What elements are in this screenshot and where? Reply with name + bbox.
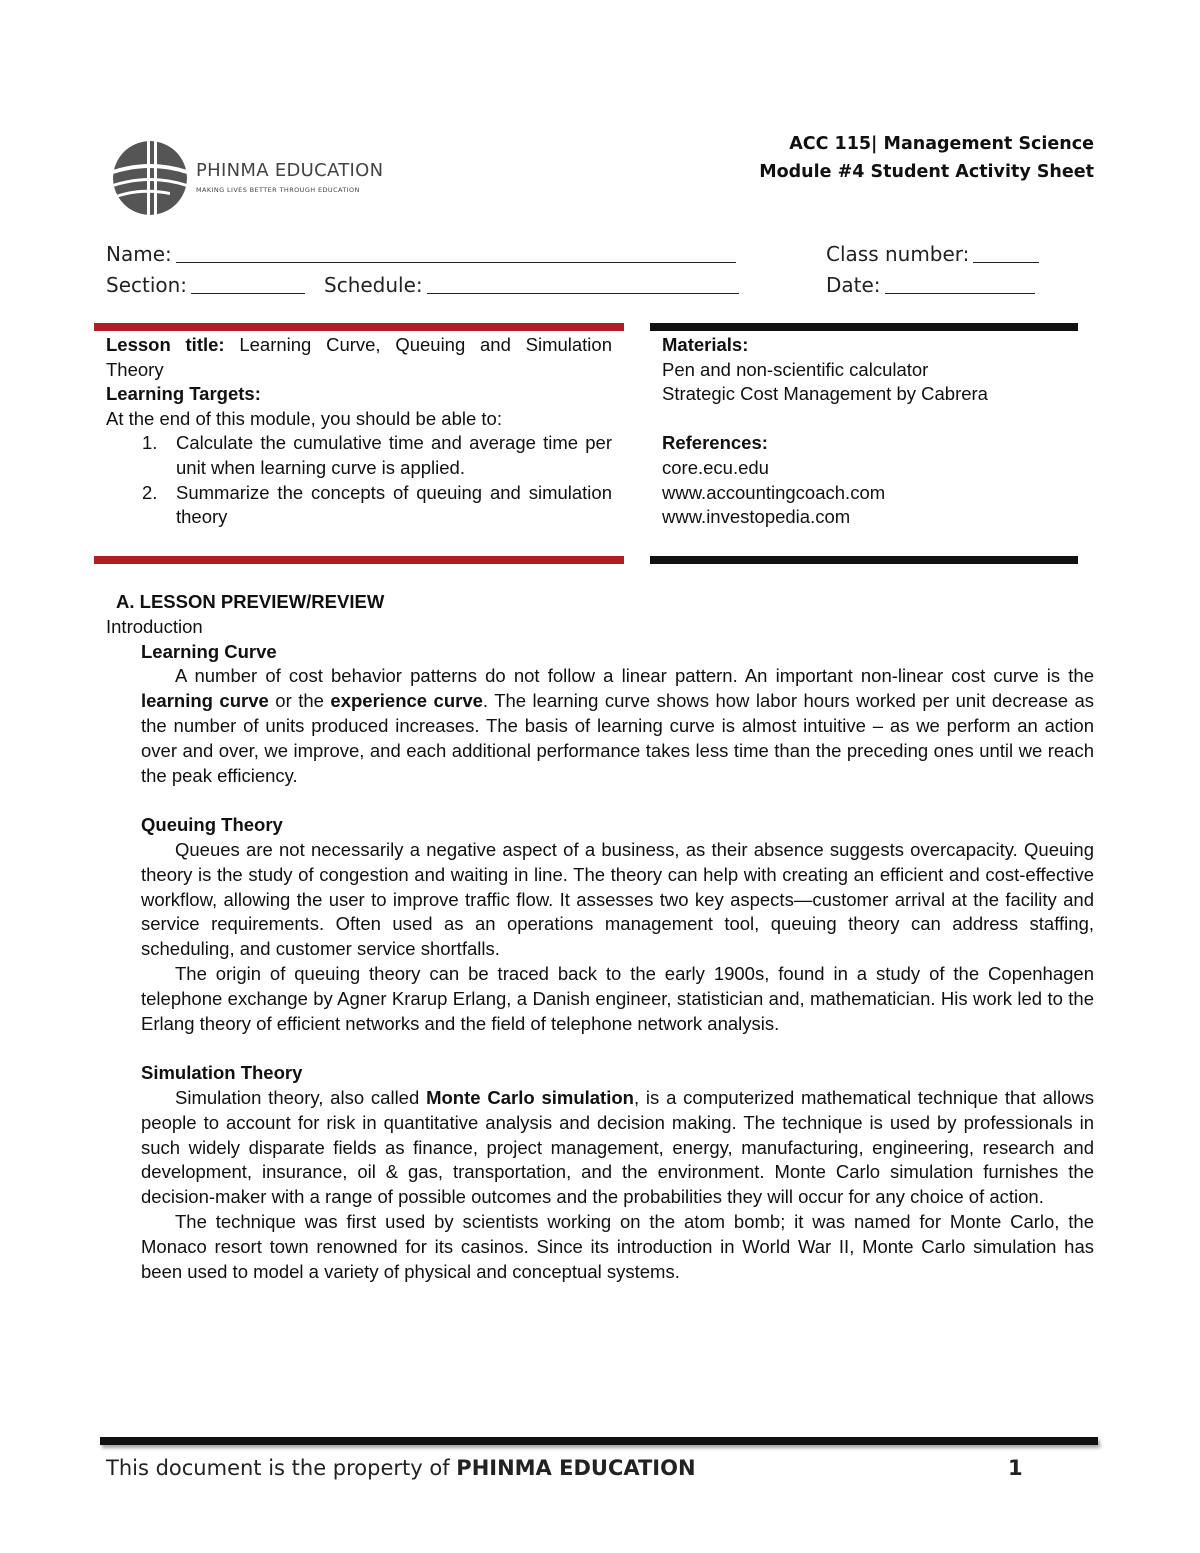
simulation-theory-heading: Simulation Theory	[141, 1062, 303, 1084]
materials-label: Materials:	[662, 334, 749, 355]
lesson-box	[106, 333, 612, 530]
bold-term: learning curve	[141, 690, 269, 712]
logo-tagline: MAKING LIVES BETTER THROUGH EDUCATION	[196, 186, 360, 194]
target-text: Calculate the cumulative time and average time per unit when learning curve is applied.	[176, 432, 612, 478]
page-number: 1	[1008, 1456, 1023, 1480]
queuing-paragraph-2: The origin of queuing theory can be traced back to the early 1900s, found in a study of the Copenhagen telephone exchange by Agner Krarup Erlang, a Danish engineer, statistician and, mathematician. His work led to the Erlang theory of efficient networks and the field of telephone network analysis.	[141, 962, 1094, 1034]
left-box-top-bar	[94, 323, 624, 331]
simulation-paragraph-1	[141, 1086, 1094, 1210]
target-num: 2.	[142, 481, 158, 503]
lesson-title: Learning Curve, Queuing and Simulation Theory	[106, 334, 612, 380]
date-field[interactable]	[826, 273, 1035, 297]
name-line[interactable]	[176, 242, 736, 263]
text-run: A number of cost behavior patterns do not follow a linear pattern. An important non-linear cost curve is the	[175, 665, 1094, 687]
target-item-1	[106, 431, 612, 480]
introduction-label: Introduction	[106, 615, 203, 637]
name-label: Name:	[106, 242, 172, 266]
target-item-2	[106, 481, 612, 530]
reference-link[interactable]: www.investopedia.com	[662, 506, 851, 528]
lesson-title-label: Lesson title:	[106, 334, 225, 355]
right-box-bottom-bar	[650, 556, 1078, 564]
learning-curve-paragraph	[141, 664, 1094, 788]
text-run: , is a computerized mathematical technique that allows people to account for risk in quantitative analysis and decision making. The technique is used by professionals in such widely disparate fields as finance, project management, energy, manufacturing, engineering, research and development, insurance, oil & gas, transportation, and the environment. Monte Carlo simulation furnishes the decision-maker with a range of possible outcomes and the probabilities they will occur for any choice of action.	[141, 1086, 1094, 1208]
target-text: Summarize the concepts of queuing and simulation theory	[176, 481, 612, 528]
references-label: References:	[662, 432, 768, 454]
course-title: ACC 115| Management Science	[789, 134, 1094, 154]
learning-targets-label: Learning Targets:	[106, 383, 261, 405]
logo-name: PHINMA EDUCATION	[196, 160, 384, 181]
simulation-paragraph-2: The technique was first used by scientists working on the atom bomb; it was named for Monte Carlo, the Monaco resort town renowned for its casinos. Since its introduction in World War II, Monte Carlo simulation has been used to model a variety of physical and conceptual systems.	[141, 1210, 1094, 1282]
material-item: Pen and non-scientific calculator	[662, 358, 929, 380]
bold-term: experience curve	[330, 690, 483, 712]
target-num: 1.	[142, 432, 158, 454]
section-line[interactable]	[191, 273, 305, 294]
name-field[interactable]	[106, 242, 736, 266]
material-item: Strategic Cost Management by Cabrera	[662, 383, 988, 405]
right-box-top-bar	[650, 323, 1078, 331]
course-heading	[759, 130, 1094, 186]
class-number-line[interactable]	[973, 242, 1039, 263]
schedule-label: Schedule:	[324, 273, 423, 297]
section-a-heading: A. LESSON PREVIEW/REVIEW	[116, 591, 385, 612]
lesson-title-line	[106, 333, 612, 382]
reference-link[interactable]: www.accountingcoach.com	[662, 481, 886, 503]
text-run: . The learning curve shows how labor hours worked per unit decrease as the number of units produced increases. The basis of learning curve is almost intuitive – as we perform an action over and over, we improve, and each additional performance takes less time than the preceding ones until we reach the peak efficiency.	[141, 690, 1094, 786]
text-run: Simulation theory, also called	[175, 1086, 427, 1108]
footer-brand: PHINMA EDUCATION	[456, 1456, 696, 1480]
queuing-theory-heading: Queuing Theory	[141, 814, 283, 836]
section-field[interactable]	[106, 273, 305, 297]
targets-intro: At the end of this module, you should be able to:	[106, 407, 502, 429]
footer-bar	[100, 1437, 1098, 1445]
date-line[interactable]	[885, 273, 1035, 294]
reference-link[interactable]: core.ecu.edu	[662, 456, 769, 478]
bold-term: Monte Carlo simulation	[426, 1086, 634, 1108]
footer-property-text: This document is the property of	[106, 1456, 457, 1480]
section-label: Section:	[106, 273, 188, 297]
left-box-bottom-bar	[94, 556, 624, 564]
materials-box	[662, 333, 1072, 530]
text-run: or the	[268, 690, 331, 712]
class-number-field[interactable]	[826, 242, 1039, 266]
schedule-line[interactable]	[427, 273, 739, 294]
date-label: Date:	[826, 273, 881, 297]
section-a	[106, 590, 1096, 1284]
queuing-paragraph-1: Queues are not necessarily a negative aspect of a business, as their absence suggests overcapacity. Queuing theory is the study of congestion and waiting in line. The theory can help with creating an efficient and cost-effective workflow, allowing the user to improve traffic flow. It assesses two key aspects—customer arrival at the facility and service requirements. Often used as an operations management tool, queuing theory can address staffing, scheduling, and customer service shortfalls.	[141, 838, 1094, 960]
footer-text	[106, 1456, 696, 1480]
learning-curve-heading: Learning Curve	[141, 640, 277, 662]
class-number-label: Class number:	[826, 242, 970, 266]
module-title: Module #4 Student Activity Sheet	[759, 162, 1094, 182]
lesson-content	[106, 640, 1094, 1285]
schedule-field[interactable]	[324, 273, 739, 297]
